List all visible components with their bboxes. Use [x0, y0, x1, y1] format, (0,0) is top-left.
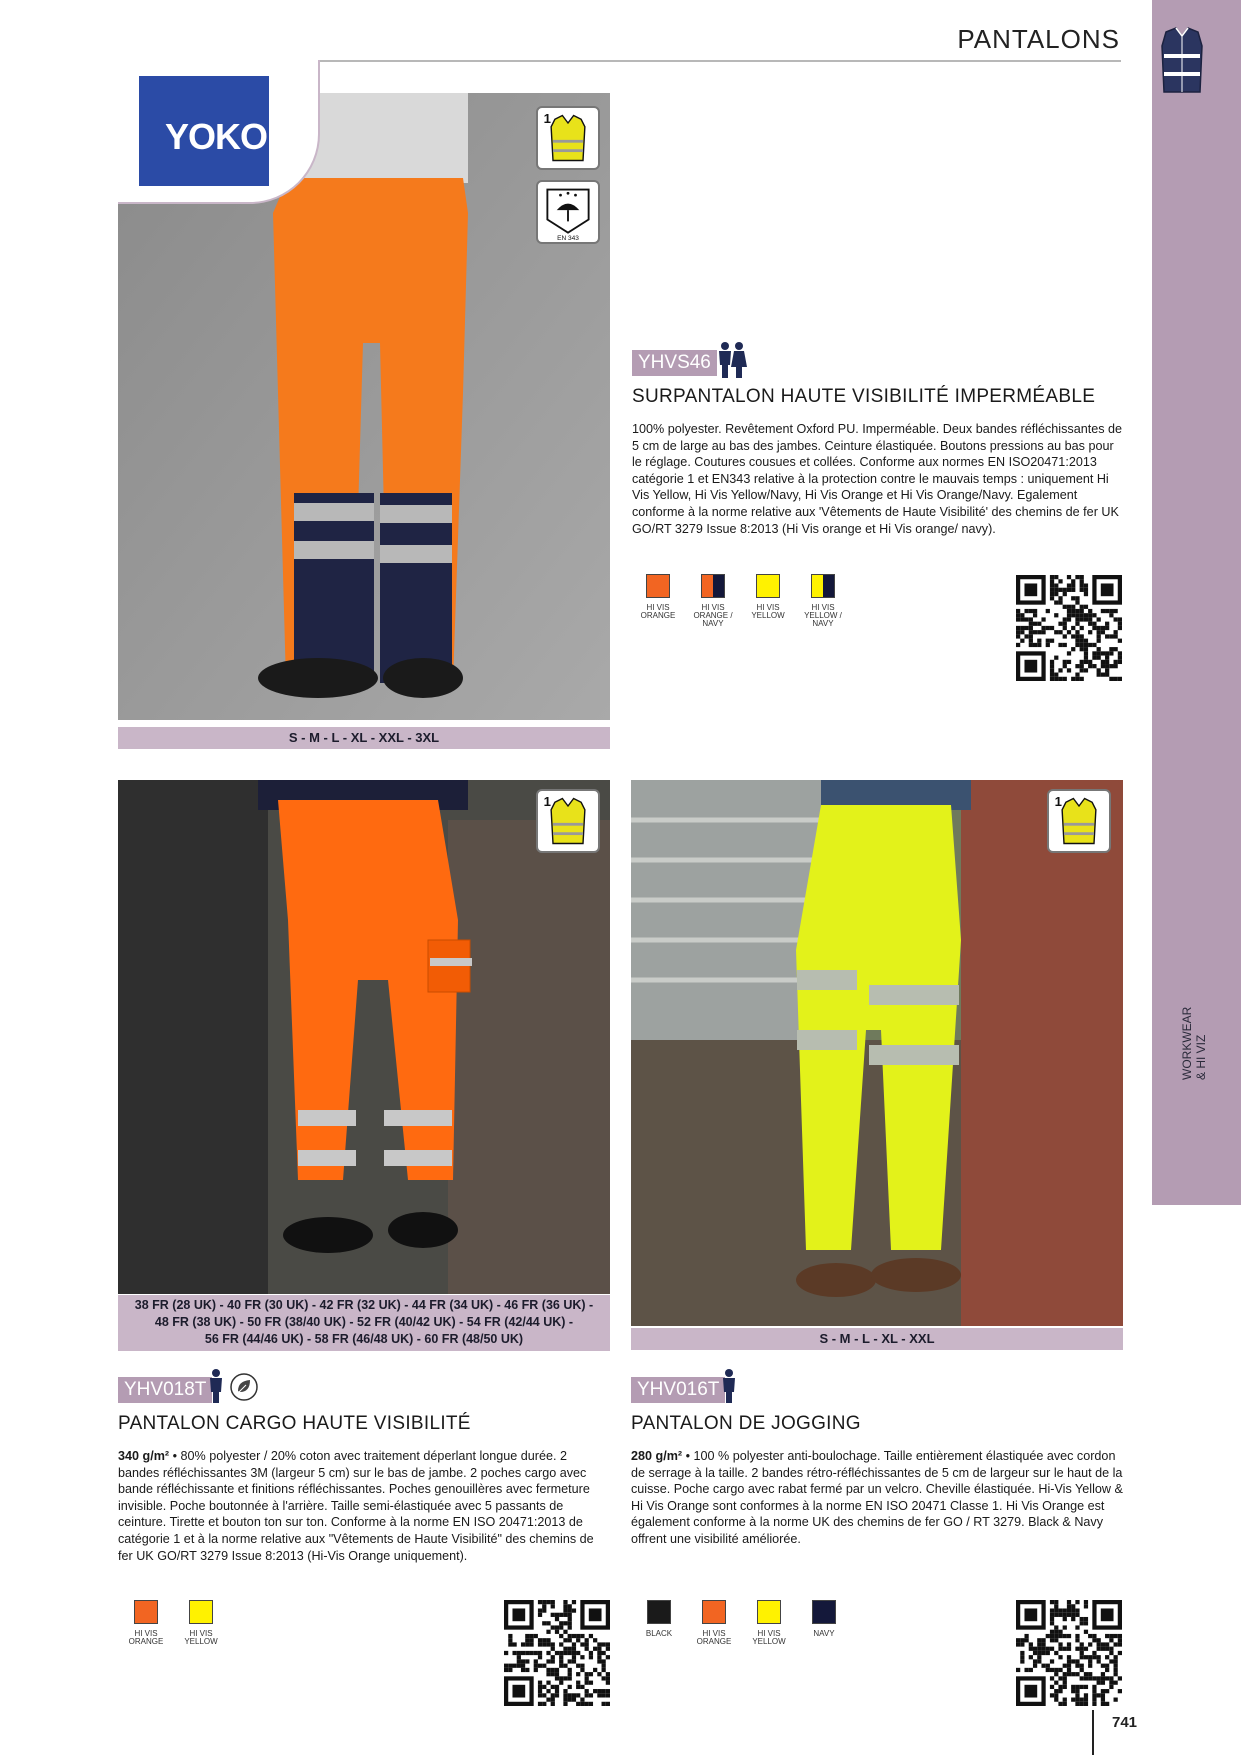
sidebar-label-line1: WORKWEAR: [1180, 1006, 1194, 1080]
product-weight-yhv016t: 280 g/m²: [631, 1449, 683, 1463]
swatch-chip: [811, 574, 835, 598]
page-number: 741: [1112, 1714, 1138, 1731]
swatch-label: HI VIS YELLOW: [184, 1629, 218, 1646]
size-line-3: 56 FR (44/46 UK) - 58 FR (46/48 UK) - 60 FR (48/50 UK): [204, 1332, 524, 1346]
product-code-yhv016t: YHV016T: [631, 1377, 725, 1403]
size-bar-yhv016t: S - M - L - XL - XXL: [631, 1328, 1123, 1350]
svg-text:EN 343: EN 343: [557, 235, 579, 242]
product-description-yhv018t: [118, 1448, 610, 1564]
swatch-label: HI VIS ORANGE: [640, 603, 676, 620]
product-weight-yhv018t: 340 g/m²: [118, 1449, 170, 1463]
product-photo-yhv016t: [631, 780, 1123, 1326]
swatch-chip: [647, 1600, 671, 1624]
product-description-text-yhv016t: • 100 % polyester anti-boulochage. Taille entièrement élastiquée avec cordon de serrage à la taille. 2 bandes rétro-réfléchissantes de 5 cm de largeur sur le haut de la cuisse. Poche cargo avec rabat fermé par un velcro. Cheville élastiquée. Hi-Vis Yellow & Hi Vis Orange sont conformes à la norme EN ISO 20471 Classe 1. Hi Vis Orange est également conforme à la norme UK des chemins de fer GO / RT 3279. Black & Navy offrent une visibilité améliorée.: [631, 1449, 1123, 1546]
en20471-class1-icon-yhv016t: [1047, 789, 1111, 853]
eco-leaf-icon: [229, 1372, 259, 1407]
size-bar-yhv018t: [118, 1295, 610, 1351]
product-description-text-yhv018t: • 80% polyester / 20% coton avec traitement déperlant longue durée. 2 bandes réfléchissantes 3M (largeur 5 cm) sur le bas de jambe. 2 poches cargo avec bande réfléchissante et finitions réfléchissantes. Poches genouillères avec fermeture invisible. Poche boutonnée à l'arrière. Taille semi-élastiquée avec 5 passants de ceinture. Tirette et bouton ton sur ton. Conforme à la norme EN ISO 20471:2013 de catégorie 1 et à la norme relative aux "Vêtements de Haute Visibilité" des chemins de fer UK GO/RT 3279 Issue 8:2013 (Hi-Vis Orange uniquement).: [118, 1449, 594, 1563]
swatch-label: HI VIS ORANGE: [128, 1629, 164, 1646]
product-photo-yhv018t: [118, 780, 610, 1294]
brand-logo-text: YOKO: [165, 116, 268, 157]
product-code-yhvs46: YHVS46: [632, 350, 717, 376]
swatch-chip: [756, 574, 780, 598]
male-fit-icon: [207, 1368, 225, 1409]
swatch-black-yhv016t: [645, 1600, 673, 1638]
size-line-2: 48 FR (38 UK) - 50 FR (38/40 UK) - 52 FR (40/42 UK) - 54 FR (42/44 UK) -: [154, 1315, 574, 1329]
en343-rain-icon: [536, 180, 600, 244]
unisex-fit-icon: [716, 341, 748, 384]
swatch-label: HI VIS ORANGE: [696, 1629, 732, 1646]
swatch-hi-vis-orange: [640, 574, 676, 620]
swatch-hi-vis-yellow: [751, 574, 785, 620]
swatch-chip: [812, 1600, 836, 1624]
qr-code-yhv018t[interactable]: [504, 1600, 610, 1706]
swatch-label: HI VIS ORANGE / NAVY: [693, 603, 733, 628]
qr-code-yhvs46[interactable]: [1016, 575, 1122, 681]
swatch-hi-vis-orange-navy: [693, 574, 733, 628]
product-title-yhv018t: PANTALON CARGO HAUTE VISIBILITÉ: [118, 1413, 471, 1434]
swatch-label: HI VIS YELLOW / NAVY: [804, 603, 842, 628]
swatch-chip: [702, 1600, 726, 1624]
en20471-class1-icon: [536, 106, 600, 170]
swatch-label: BLACK: [645, 1629, 673, 1638]
size-line-1: 38 FR (28 UK) - 40 FR (30 UK) - 42 FR (32 UK) - 44 FR (34 UK) - 46 FR (36 UK) -: [134, 1298, 594, 1312]
swatch-chip: [701, 574, 725, 598]
svg-text:1: 1: [543, 794, 551, 809]
size-bar-yhvs46: S - M - L - XL - XXL - 3XL: [118, 727, 610, 749]
swatch-chip: [189, 1600, 213, 1624]
product-title-yhvs46: SURPANTALON HAUTE VISIBILITÉ IMPERMÉABLE: [632, 386, 1096, 407]
product-title-yhv016t: PANTALON DE JOGGING: [631, 1413, 861, 1434]
swatch-hi-vis-yellow-yhv018t: [184, 1600, 218, 1646]
qr-code-yhv016t[interactable]: [1016, 1600, 1122, 1706]
swatch-navy-yhv016t: [811, 1600, 837, 1638]
male-fit-icon-yhv016t: [720, 1368, 738, 1409]
product-description-yhvs46: 100% polyester. Revêtement Oxford PU. Imperméable. Deux bandes réfléchissantes de 5 cm de large au bas des jambes. Ceinture élastiquée. Boutons pressions au bas pour le réglage. Coutures cousues et collées. Conforme aux normes EN ISO20471:2013 catégorie 1 et EN343 relative à la protection contre le mauvais temps : uniquement Hi Vis Yellow, Hi Vis Yellow/Navy, Hi Vis Orange et Hi Vis Orange/Navy. Egalement conforme à la norme relative aux 'Vêtements de Haute Visibilité' des chemins de fer UK GO/RT 3279 Issue 8:2013 (Hi Vis orange et Hi Vis orange/ navy).: [632, 422, 1123, 536]
product-code-yhv018t: YHV018T: [118, 1377, 212, 1403]
vest-icon: [1158, 26, 1206, 98]
swatch-label: HI VIS YELLOW: [751, 603, 785, 620]
en20471-class1-icon-yhv018t: [536, 789, 600, 853]
sidebar-category-label: [1180, 990, 1210, 1080]
svg-text:1: 1: [543, 111, 551, 126]
swatch-chip: [757, 1600, 781, 1624]
swatch-chip: [134, 1600, 158, 1624]
svg-text:1: 1: [1054, 794, 1062, 809]
swatch-hi-vis-yellow-navy: [804, 574, 842, 628]
sidebar-label-line2: & HI VIZ: [1194, 1034, 1208, 1080]
swatch-label: HI VIS YELLOW: [752, 1629, 786, 1646]
swatch-hi-vis-yellow-yhv016t: [752, 1600, 786, 1646]
page-number-divider: [1092, 1710, 1094, 1755]
page-title: PANTALONS: [957, 24, 1120, 54]
product-description-yhv016t: [631, 1448, 1123, 1548]
swatch-chip: [646, 574, 670, 598]
swatch-label: NAVY: [813, 1629, 835, 1638]
swatch-hi-vis-orange-yhv018t: [128, 1600, 164, 1646]
swatch-hi-vis-orange-yhv016t: [696, 1600, 732, 1646]
